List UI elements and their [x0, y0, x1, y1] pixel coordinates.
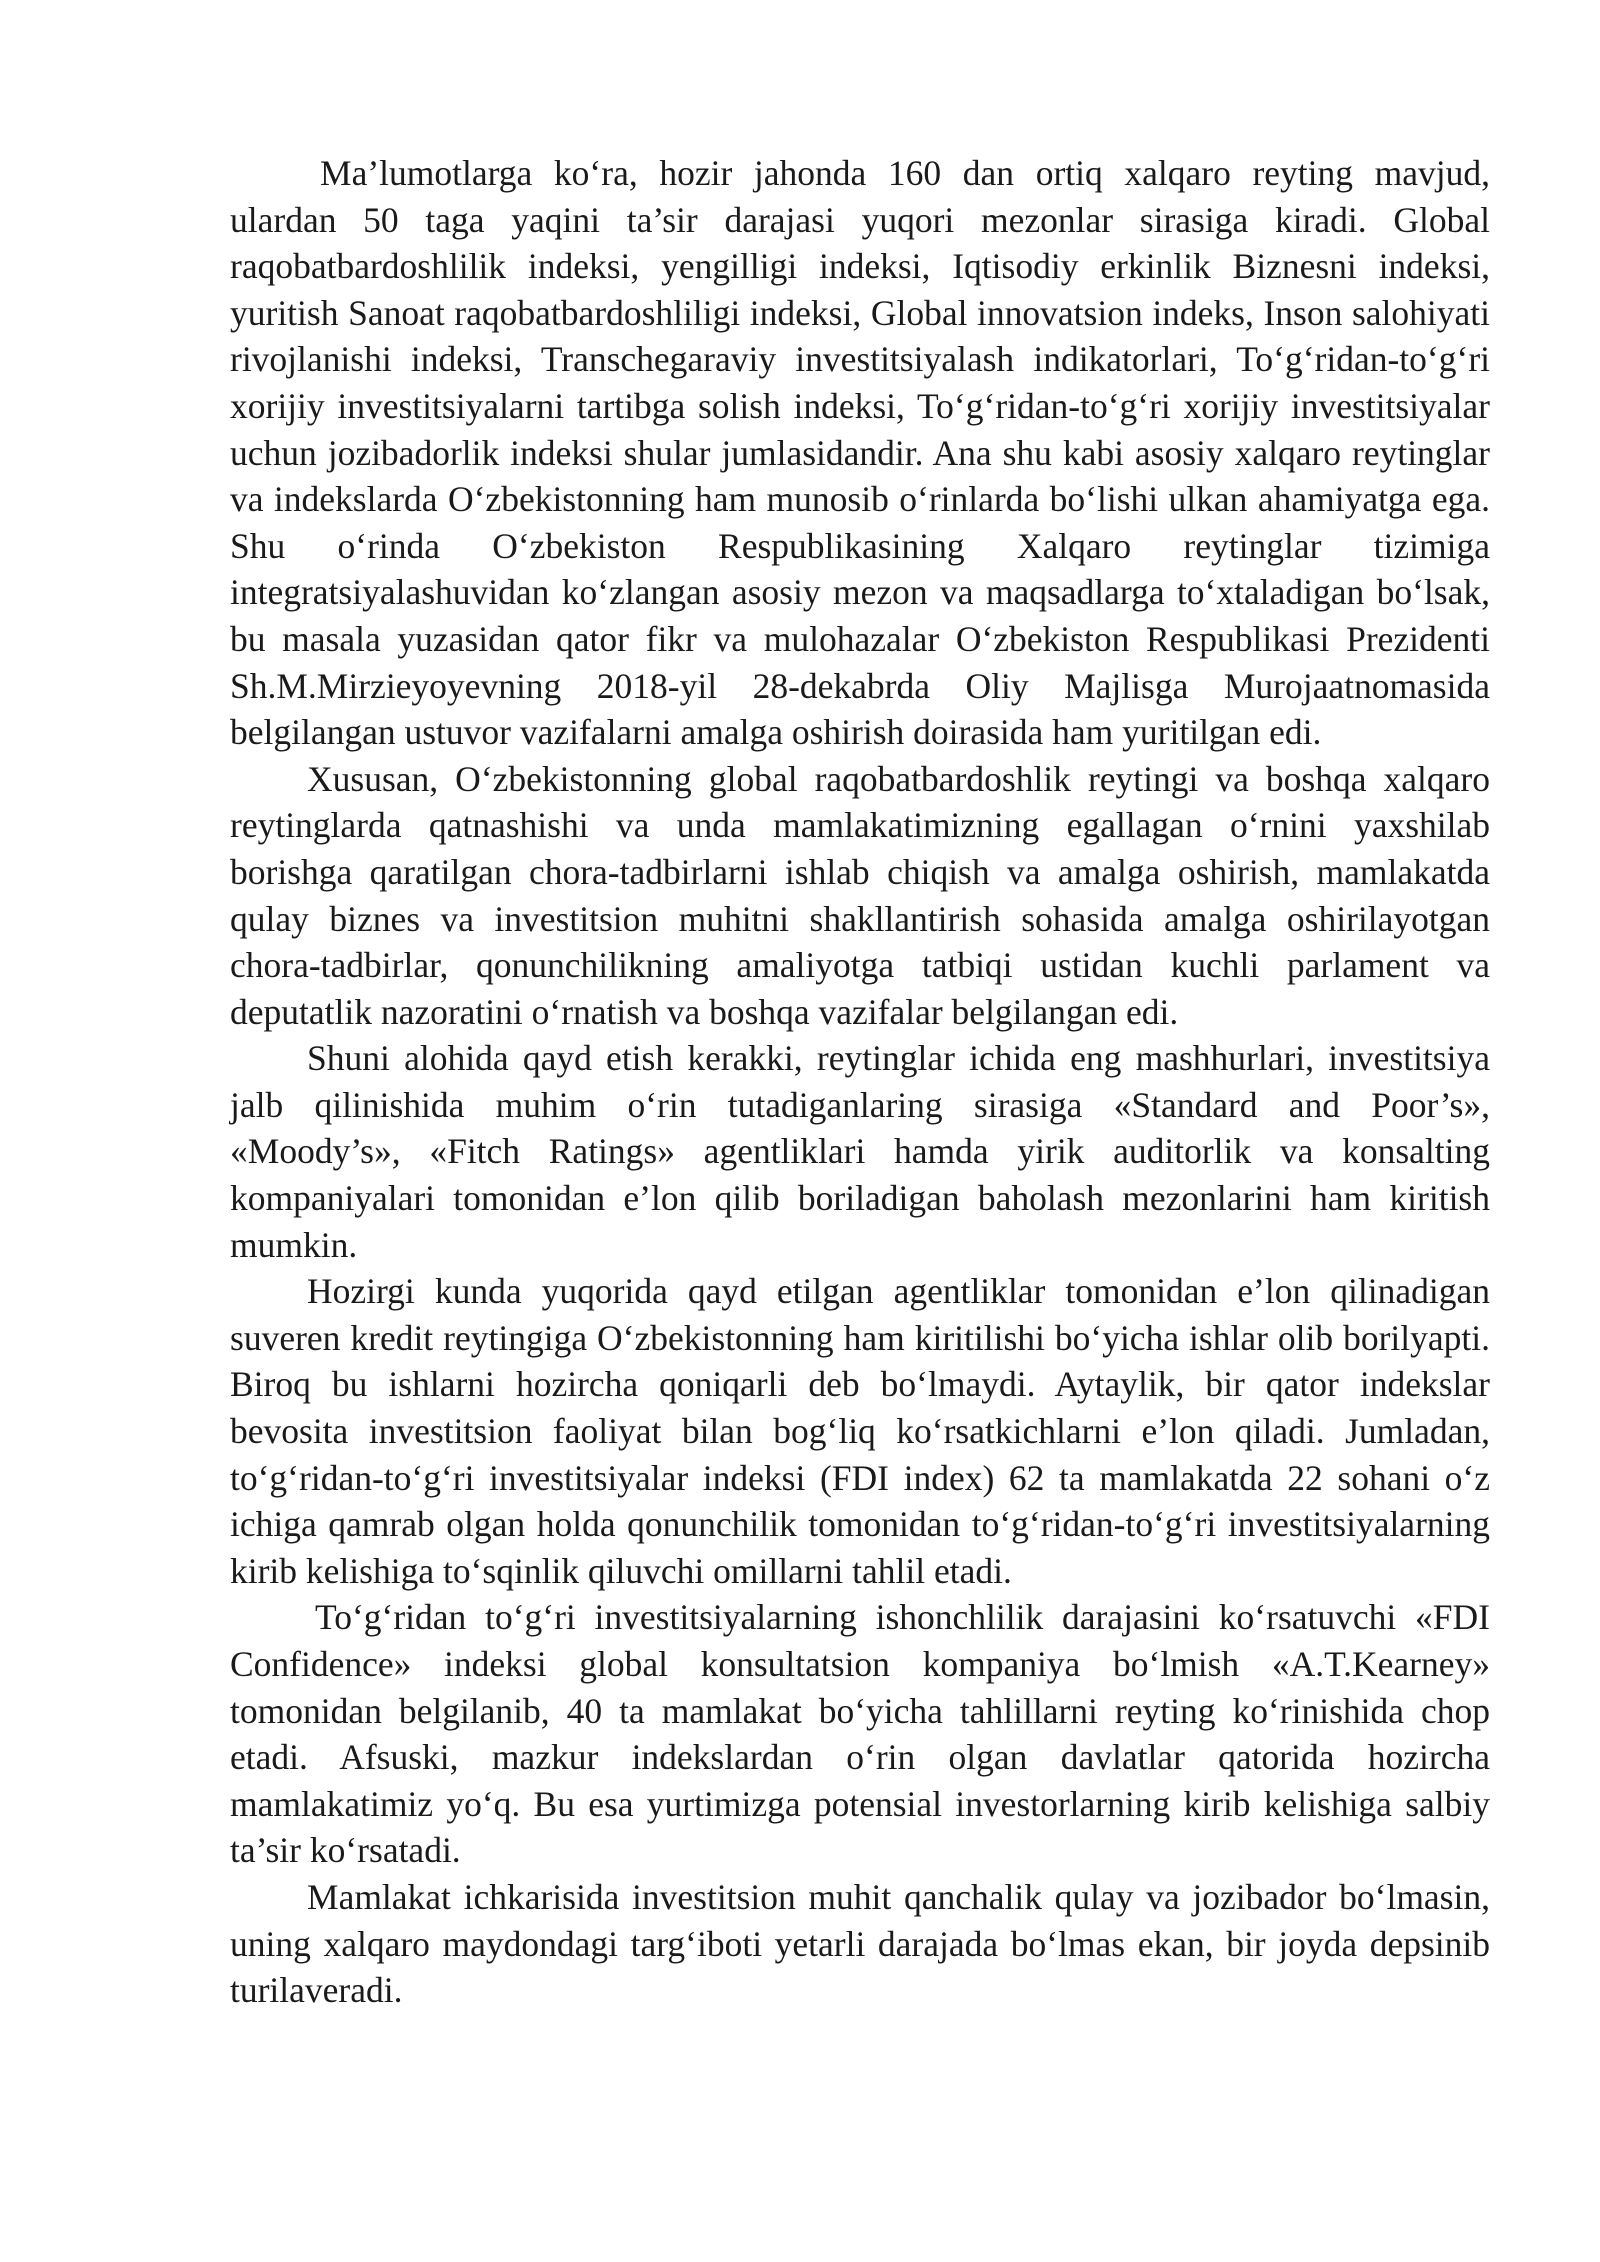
paragraph-4: Hozirgi kunda yuqorida qayd etilgan agentliklar tomonidan e’lon qilinadigan suveren kredit reytingiga O‘zbekistonning ham kiritilishi bo‘yicha ishlar olib borilyapti. Biroq bu ishlarni hozircha qoniqarli deb bo‘lmaydi. Aytaylik, bir qator indekslar bevosita investitsion faoliyat bilan bog‘liq ko‘rsatkichlarni e’lon qiladi. Jumladan, to‘g‘ridan-to‘g‘ri investitsiyalar indeksi (FDI index) 62 ta mamlakatda 22 sohani o‘z ichiga qamrab olgan holda qonunchilik tomonidan to‘g‘ridan-to‘g‘ri investitsiyalarning kirib kelishiga to‘sqinlik qiluvchi omillarni tahlil etadi. [230, 1271, 1490, 1591]
paragraph-1: Ma’lumotlarga ko‘ra, hozir jahonda 160 dan ortiq xalqaro reyting mavjud, ulardan 50 taga yaqini ta’sir darajasi yuqori mezonlar sirasiga kiradi. Global raqobatbardoshlilik indeksi, yengilligi indeksi, Iqtisodiy erkinlik Biznesni indeksi, yuritish Sanoat raqobatbardoshliligi indeksi, Global innovatsion indeks, Inson salohiyati rivojlanishi indeksi, Transchegaraviy investitsiyalash indikatorlari, To‘g‘ridan-to‘g‘ri xorijiy investitsiyalarni tartibga solish indeksi, To‘g‘ridan-to‘g‘ri xorijiy investitsiyalar uchun jozibadorlik indeksi shular jumlasidandir. Ana shu kabi asosiy xalqaro reytinglar va indekslarda O‘zbekistonning ham munosib o‘rinlarda bo‘lishi ulkan ahamiyatga ega. Shu o‘rinda O‘zbekiston Respublikasining Xalqaro reytinglar tizimiga integratsiyalashuvidan ko‘zlangan asosiy mezon va maqsadlarga to‘xtaladigan bo‘lsak, bu masala yuzasidan qator fikr va mulohazalar O‘zbekiston Respublikasi Prezidenti Sh.M.Mirzieyoyevning 2018-yil 28-dekabrda Oliy Majlisga Murojaatnomasida belgilangan ustuvor vazifalarni amalga oshirish doirasida ham yuritilgan edi. [230, 153, 1490, 753]
paragraph-3: Shuni alohida qayd etish kerakki, reytinglar ichida eng mashhurlari, investitsiya jalb qilinishida muhim o‘rin tutadiganlaring sirasiga «Standard and Poor’s», «Moody’s», «Fitch Ratings» agentliklari hamda yirik auditorlik va konsalting kompaniyalari tomonidan e’lon qilib boriladigan baholash mezonlarini ham kiritish mumkin. [230, 1038, 1490, 1265]
document-body [230, 150, 1490, 2014]
paragraph-2: Xususan, O‘zbekistonning global raqobatbardoshlik reytingi va boshqa xalqaro reytinglarda qatnashishi va unda mamlakatimizning egallagan o‘rnini yaxshilab borishga qaratilgan chora-tadbirlarni ishlab chiqish va amalga oshirish, mamlakatda qulay biznes va investitsion muhitni shakllantirish sohasida amalga oshirilayotgan chora-tadbirlar, qonunchilikning amaliyotga tatbiqi ustidan kuchli parlament va deputatlik nazoratini o‘rnatish va boshqa vazifalar belgilangan edi. [230, 758, 1490, 1032]
paragraph-5: To‘g‘ridan to‘g‘ri investitsiyalarning ishonchlilik darajasini ko‘rsatuvchi «FDI Confidence» indeksi global konsultatsion kompaniya bo‘lmish «A.T.Kearney» tomonidan belgilanib, 40 ta mamlakat bo‘yicha tahlillarni reyting ko‘rinishida chop etadi. Afsuski, mazkur indekslardan o‘rin olgan davlatlar qatorida hozircha mamlakatimiz yo‘q. Bu esa yurtimizga potensial investorlarning kirib kelishiga salbiy ta’sir ko‘rsatadi. [230, 1597, 1490, 1871]
paragraph-6: Mamlakat ichkarisida investitsion muhit qanchalik qulay va jozibador bo‘lmasin, uning xalqaro maydondagi targ‘iboti yetarli darajada bo‘lmas ekan, bir joyda depsinib turilaveradi. [230, 1876, 1490, 2011]
